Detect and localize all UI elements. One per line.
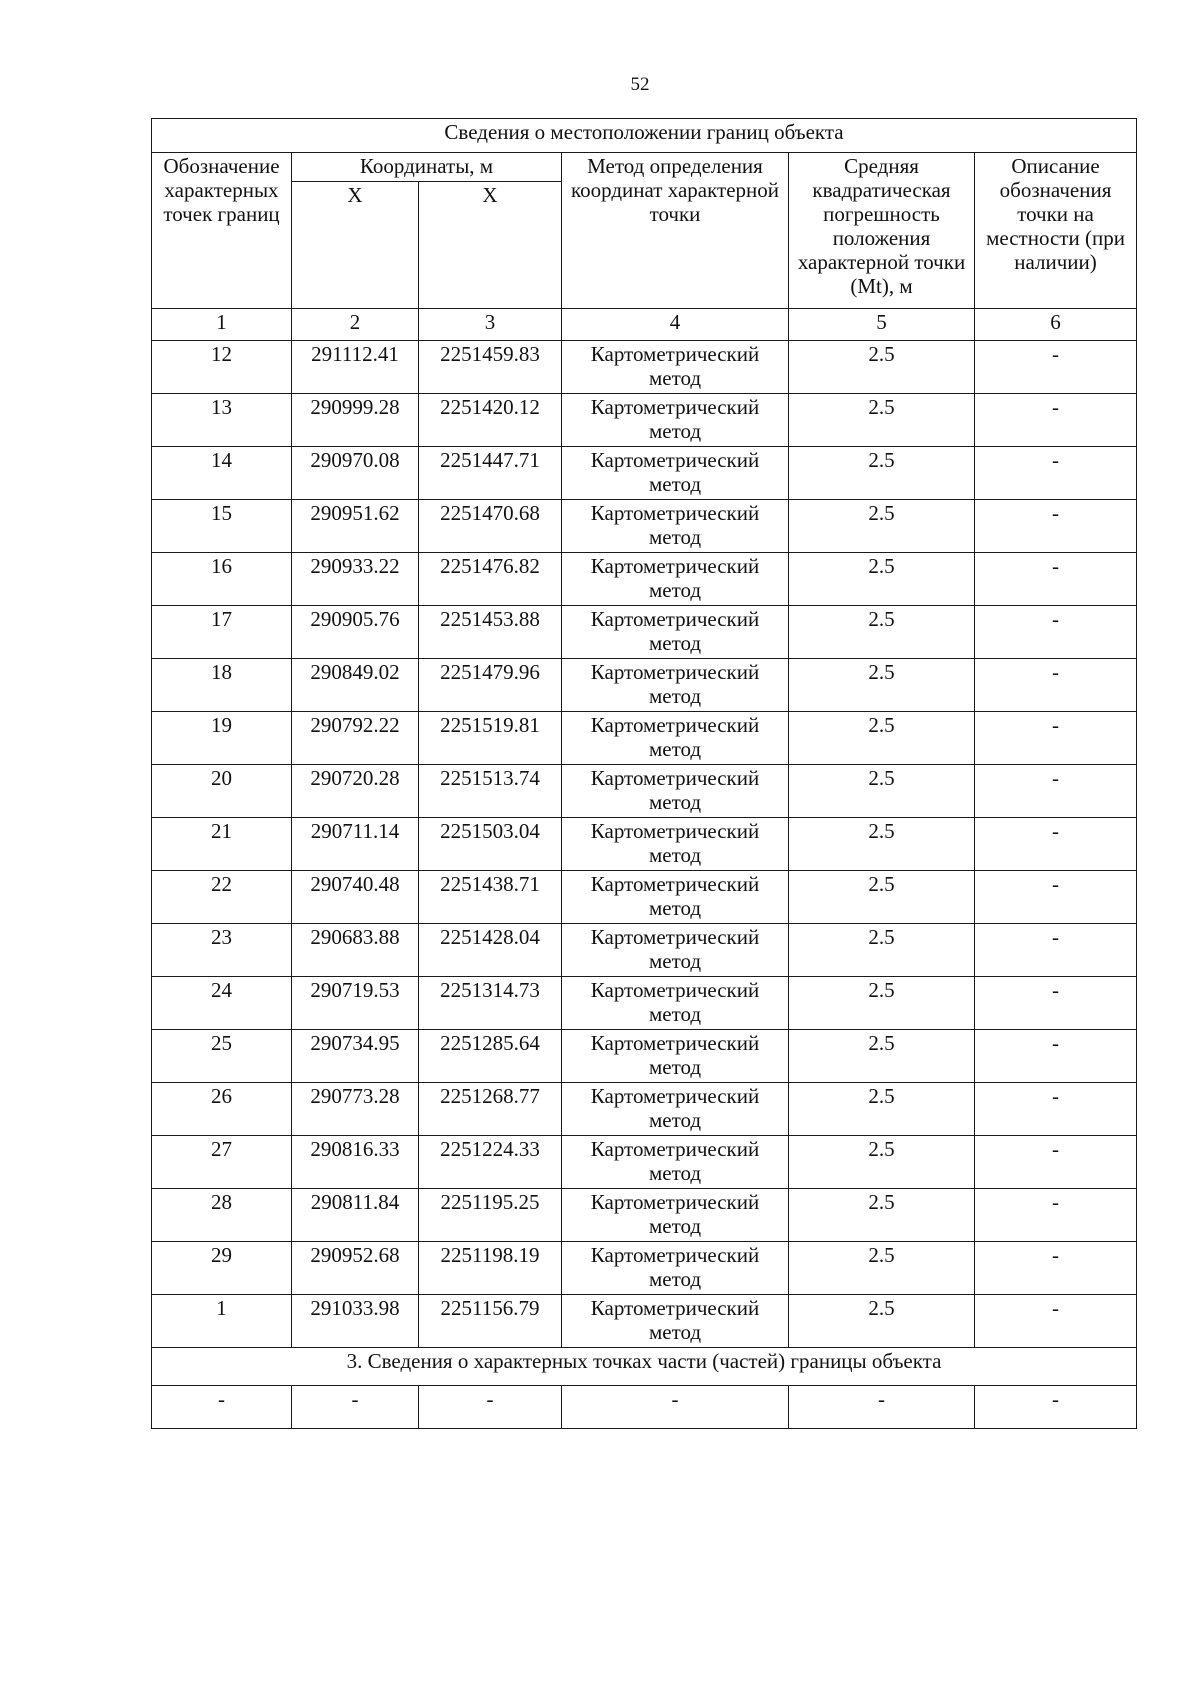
error-cell: 2.5 (789, 1242, 975, 1295)
x-cell: 290773.28 (292, 1083, 419, 1136)
header-error: Средняя квадратическая погрешность положения характерной точки (Mt), м (789, 153, 975, 309)
method-cell: Картометрический метод (562, 818, 789, 871)
column-numbers-row (152, 309, 1137, 341)
point-cell: 28 (152, 1189, 292, 1242)
point-cell: 1 (152, 1295, 292, 1348)
point-cell: 17 (152, 606, 292, 659)
x-cell: 290970.08 (292, 447, 419, 500)
y-cell: 2251479.96 (419, 659, 562, 712)
column-number: 6 (975, 309, 1137, 341)
header-x-2: X (419, 182, 562, 309)
y-cell: 2251513.74 (419, 765, 562, 818)
method-cell: Картометрический метод (562, 1242, 789, 1295)
y-cell: 2251470.68 (419, 500, 562, 553)
error-cell: 2.5 (789, 606, 975, 659)
x-cell: 290816.33 (292, 1136, 419, 1189)
header-points: Обозначение характерных точек границ (152, 153, 292, 309)
x-cell: 290720.28 (292, 765, 419, 818)
error-cell: 2.5 (789, 977, 975, 1030)
point-cell: 26 (152, 1083, 292, 1136)
table-title-row (152, 119, 1137, 153)
point-cell: 22 (152, 871, 292, 924)
x-cell: 290711.14 (292, 818, 419, 871)
section-title: 3. Сведения о характерных точках части (частей) границы объекта (152, 1348, 1137, 1386)
description-cell: - (975, 1136, 1137, 1189)
method-cell: Картометрический метод (562, 553, 789, 606)
method-cell: Картометрический метод (562, 977, 789, 1030)
description-cell: - (975, 394, 1137, 447)
y-cell: 2251428.04 (419, 924, 562, 977)
column-number: 2 (292, 309, 419, 341)
method-cell: Картометрический метод (562, 924, 789, 977)
method-cell: Картометрический метод (562, 394, 789, 447)
table-title: Сведения о местоположении границ объекта (152, 119, 1137, 153)
y-cell: 2251195.25 (419, 1189, 562, 1242)
table-row (152, 765, 1137, 818)
point-cell: 21 (152, 818, 292, 871)
page-number: 52 (630, 74, 650, 95)
method-cell: Картометрический метод (562, 1189, 789, 1242)
method-cell: Картометрический метод (562, 1083, 789, 1136)
x-cell: 290792.22 (292, 712, 419, 765)
column-number: 1 (152, 309, 292, 341)
method-cell: Картометрический метод (562, 1295, 789, 1348)
method-cell: Картометрический метод (562, 606, 789, 659)
point-cell: 16 (152, 553, 292, 606)
description-cell: - (975, 977, 1137, 1030)
error-cell: 2.5 (789, 1030, 975, 1083)
y-cell: 2251285.64 (419, 1030, 562, 1083)
x-cell: 290952.68 (292, 1242, 419, 1295)
point-cell: 20 (152, 765, 292, 818)
x-cell: 290734.95 (292, 1030, 419, 1083)
x-cell: 290849.02 (292, 659, 419, 712)
description-cell: - (975, 1295, 1137, 1348)
error-cell: 2.5 (789, 659, 975, 712)
table-row (152, 447, 1137, 500)
y-cell: 2251503.04 (419, 818, 562, 871)
table-row (152, 1295, 1137, 1348)
method-cell: Картометрический метод (562, 712, 789, 765)
x-cell: 291033.98 (292, 1295, 419, 1348)
x-cell: 290951.62 (292, 500, 419, 553)
description-cell: - (975, 765, 1137, 818)
method-cell: Картометрический метод (562, 1136, 789, 1189)
y-cell: 2251459.83 (419, 341, 562, 394)
boundary-points-table (151, 118, 1137, 1429)
y-cell: 2251447.71 (419, 447, 562, 500)
error-cell: 2.5 (789, 1295, 975, 1348)
header-x-1: X (292, 182, 419, 309)
x-cell: 290740.48 (292, 871, 419, 924)
description-cell: - (975, 1030, 1137, 1083)
empty-cell: - (562, 1386, 789, 1429)
x-cell: 290933.22 (292, 553, 419, 606)
x-cell: 290719.53 (292, 977, 419, 1030)
method-cell: Картометрический метод (562, 765, 789, 818)
description-cell: - (975, 553, 1137, 606)
error-cell: 2.5 (789, 871, 975, 924)
description-cell: - (975, 1189, 1137, 1242)
point-cell: 24 (152, 977, 292, 1030)
table-row (152, 394, 1137, 447)
x-cell: 291112.41 (292, 341, 419, 394)
point-cell: 23 (152, 924, 292, 977)
empty-cell: - (152, 1386, 292, 1429)
description-cell: - (975, 659, 1137, 712)
empty-cell: - (789, 1386, 975, 1429)
description-cell: - (975, 871, 1137, 924)
description-cell: - (975, 341, 1137, 394)
table-row (152, 1386, 1137, 1429)
point-cell: 18 (152, 659, 292, 712)
x-cell: 290999.28 (292, 394, 419, 447)
description-cell: - (975, 1242, 1137, 1295)
table-row (152, 871, 1137, 924)
point-cell: 25 (152, 1030, 292, 1083)
point-cell: 14 (152, 447, 292, 500)
header-description: Описание обозначения точки на местности (при наличии) (975, 153, 1137, 309)
column-number: 5 (789, 309, 975, 341)
y-cell: 2251438.71 (419, 871, 562, 924)
x-cell: 290905.76 (292, 606, 419, 659)
table-row (152, 606, 1137, 659)
x-cell: 290811.84 (292, 1189, 419, 1242)
empty-cell: - (975, 1386, 1137, 1429)
table-row (152, 712, 1137, 765)
empty-cell: - (292, 1386, 419, 1429)
point-cell: 13 (152, 394, 292, 447)
table-row (152, 500, 1137, 553)
y-cell: 2251453.88 (419, 606, 562, 659)
table-row (152, 1083, 1137, 1136)
table-row (152, 818, 1137, 871)
error-cell: 2.5 (789, 765, 975, 818)
table-row (152, 1136, 1137, 1189)
error-cell: 2.5 (789, 394, 975, 447)
error-cell: 2.5 (789, 341, 975, 394)
error-cell: 2.5 (789, 1083, 975, 1136)
method-cell: Картометрический метод (562, 871, 789, 924)
table-row (152, 341, 1137, 394)
y-cell: 2251156.79 (419, 1295, 562, 1348)
description-cell: - (975, 1083, 1137, 1136)
table-row (152, 1030, 1137, 1083)
point-cell: 29 (152, 1242, 292, 1295)
point-cell: 19 (152, 712, 292, 765)
x-cell: 290683.88 (292, 924, 419, 977)
point-cell: 15 (152, 500, 292, 553)
y-cell: 2251476.82 (419, 553, 562, 606)
y-cell: 2251420.12 (419, 394, 562, 447)
y-cell: 2251224.33 (419, 1136, 562, 1189)
table-row (152, 659, 1137, 712)
method-cell: Картометрический метод (562, 659, 789, 712)
table-row (152, 1242, 1137, 1295)
method-cell: Картометрический метод (562, 447, 789, 500)
description-cell: - (975, 924, 1137, 977)
header-row (152, 153, 1137, 182)
column-number: 4 (562, 309, 789, 341)
error-cell: 2.5 (789, 447, 975, 500)
description-cell: - (975, 818, 1137, 871)
error-cell: 2.5 (789, 500, 975, 553)
table-row (152, 553, 1137, 606)
error-cell: 2.5 (789, 1136, 975, 1189)
y-cell: 2251519.81 (419, 712, 562, 765)
point-cell: 27 (152, 1136, 292, 1189)
error-cell: 2.5 (789, 924, 975, 977)
y-cell: 2251268.77 (419, 1083, 562, 1136)
point-cell: 12 (152, 341, 292, 394)
table-row (152, 977, 1137, 1030)
description-cell: - (975, 447, 1137, 500)
description-cell: - (975, 606, 1137, 659)
error-cell: 2.5 (789, 553, 975, 606)
table-row (152, 1189, 1137, 1242)
description-cell: - (975, 712, 1137, 765)
column-number: 3 (419, 309, 562, 341)
y-cell: 2251198.19 (419, 1242, 562, 1295)
error-cell: 2.5 (789, 712, 975, 765)
section-row (152, 1348, 1137, 1386)
y-cell: 2251314.73 (419, 977, 562, 1030)
header-method: Метод определения координат характерной точки (562, 153, 789, 309)
empty-cell: - (419, 1386, 562, 1429)
error-cell: 2.5 (789, 1189, 975, 1242)
method-cell: Картометрический метод (562, 500, 789, 553)
method-cell: Картометрический метод (562, 1030, 789, 1083)
table-row (152, 924, 1137, 977)
error-cell: 2.5 (789, 818, 975, 871)
method-cell: Картометрический метод (562, 341, 789, 394)
header-coordinates: Координаты, м (292, 153, 562, 182)
description-cell: - (975, 500, 1137, 553)
